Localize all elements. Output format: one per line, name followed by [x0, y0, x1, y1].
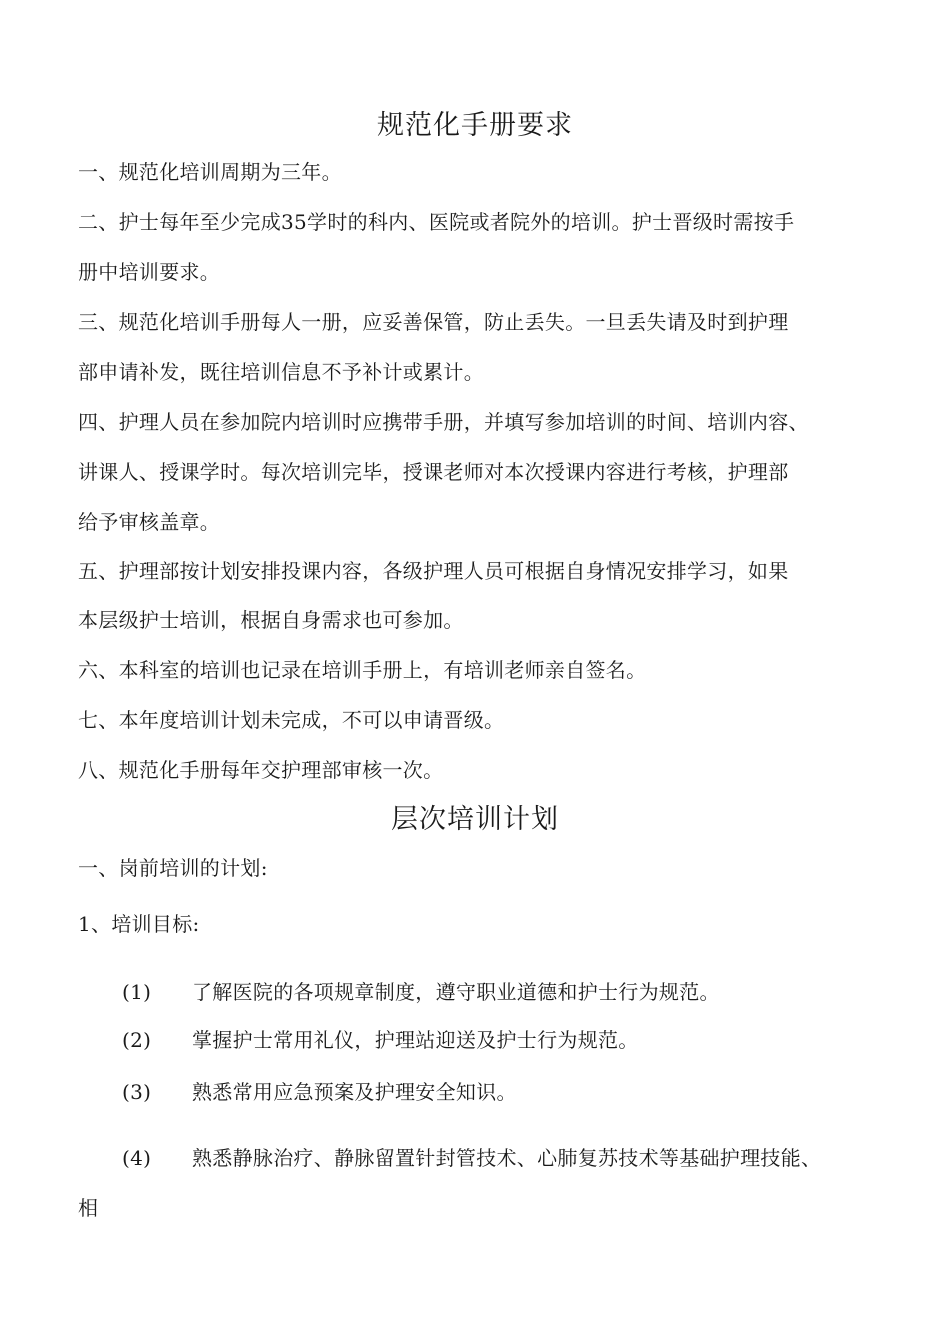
goal-item-1 [122, 978, 882, 1006]
goal-item-4-number: (4) [122, 1146, 152, 1170]
paragraph-line-5: 部申请补发，既往培训信息不予补计或累计。 [78, 360, 484, 384]
goal-item-2 [122, 1026, 882, 1054]
goal-item-2-number: (2) [122, 1028, 152, 1052]
paragraph-line-4: 三、规范化培训手册每人一册，应妥善保管，防止丢失。一旦丢失请及时到护理 [78, 310, 789, 334]
goal-item-1-text: 了解医院的各项规章制度，遵守职业道德和护士行为规范。 [192, 980, 720, 1004]
paragraph-line-2: 二、护士每年至少完成35学时的科内、医院或者院外的培训。护士晋级时需按手 [78, 210, 795, 234]
paragraph-line-10: 本层级护士培训，根据自身需求也可参加。 [78, 608, 464, 632]
paragraph-line-3: 册中培训要求。 [78, 260, 221, 284]
goal-item-3-text: 熟悉常用应急预案及护理安全知识。 [192, 1080, 517, 1104]
goal-item-3 [122, 1078, 882, 1106]
paragraph-line-1: 一、规范化培训周期为三年。 [78, 160, 342, 184]
heading-training-goals: 1、培训目标: [78, 912, 200, 936]
paragraph-line-12: 七、本年度培训计划未完成，不可以申请晋级。 [78, 708, 505, 732]
paragraph-line-6: 四、护理人员在参加院内培训时应携带手册，并填写参加培训的时间、培训内容、 [78, 410, 809, 434]
paragraph-line-7: 讲课人、授课学时。每次培训完毕，授课老师对本次授课内容进行考核，护理部 [78, 460, 789, 484]
section-title-manual-requirements: 规范化手册要求 [377, 110, 573, 141]
paragraph-line-11: 六、本科室的培训也记录在培训手册上，有培训老师亲自签名。 [78, 658, 647, 682]
goal-item-3-number: (3) [122, 1080, 152, 1104]
goal-item-1-number: (1) [122, 980, 152, 1004]
paragraph-line-13: 八、规范化手册每年交护理部审核一次。 [78, 758, 444, 782]
goal-item-4 [122, 1144, 882, 1172]
section-title-training-plan: 层次培训计划 [391, 804, 559, 835]
goal-item-2-text: 掌握护士常用礼仪，护理站迎送及护士行为规范。 [192, 1028, 639, 1052]
heading-pre-job-training: 一、岗前培训的计划: [78, 856, 268, 880]
goal-item-4-text: 熟悉静脉治疗、静脉留置针封管技术、心肺复苏技术等基础护理技能、 [192, 1146, 822, 1170]
paragraph-line-8: 给予审核盖章。 [78, 510, 221, 534]
paragraph-line-9: 五、护理部按计划安排投课内容，各级护理人员可根据自身情况安排学习，如果 [78, 559, 789, 583]
continuation-line: 相 [78, 1196, 99, 1220]
